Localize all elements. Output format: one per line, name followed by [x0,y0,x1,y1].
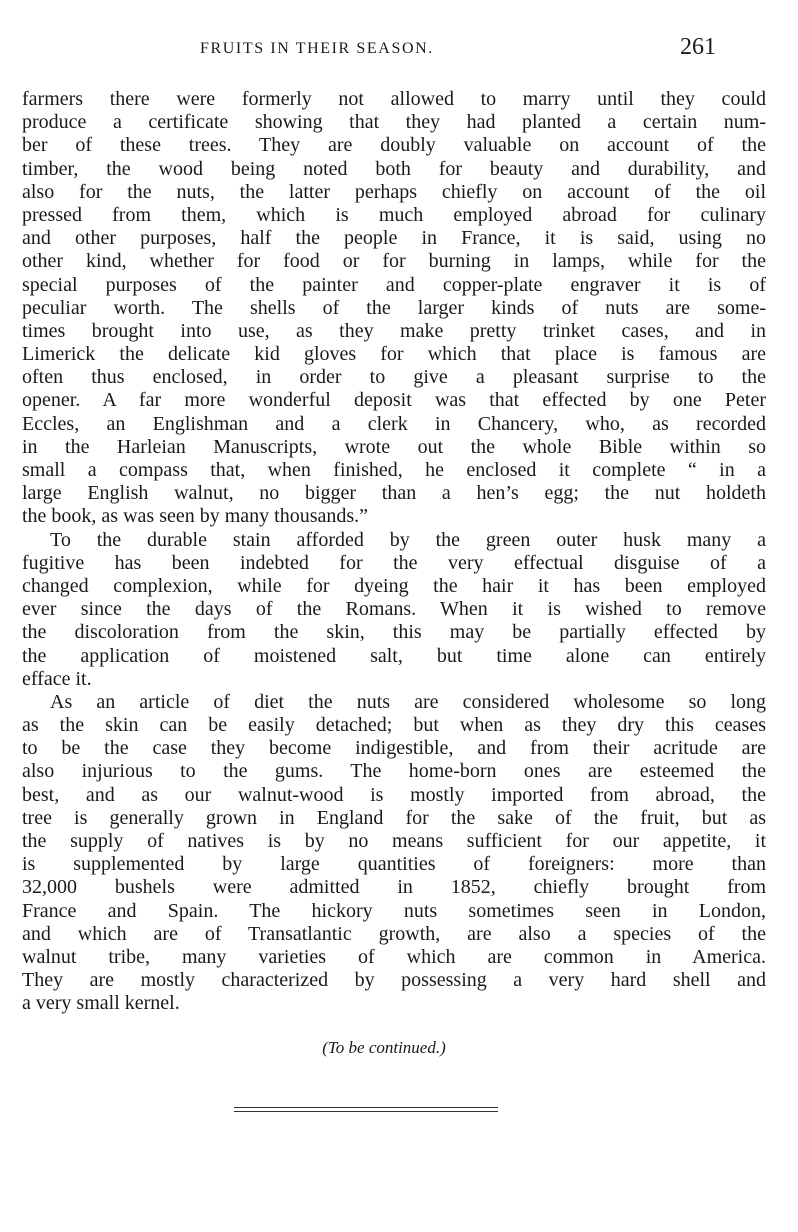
text-line: As an article of diet the nuts are considered wholesome so long [50,690,766,713]
text-line: best, and as our walnut-wood is mostly imported from abroad, the [22,783,766,806]
text-line: peculiar worth. The shells of the larger kinds of nuts are some- [22,296,766,319]
text-line: opener. A far more wonderful deposit was that effected by one Peter [22,389,766,412]
text-line: timber, the wood being noted both for beauty and durability, and [22,157,766,180]
text-line: in the Harleian Manuscripts, wrote out the whole Bible within so [22,435,766,458]
text-line: ever since the days of the Romans. When it is wished to remove [22,598,766,621]
text-line: also injurious to the gums. The home-born ones are esteemed the [22,760,766,783]
page-number: 261 [680,34,716,60]
text-line: efface it. [22,667,92,690]
text-line: France and Spain. The hickory nuts sometimes seen in London, [22,899,766,922]
text-line: to be the case they become indigestible, and from their acritude are [22,737,766,760]
text-line: the discoloration from the skin, this may be partially effected by [22,621,766,644]
text-line: small a compass that, when finished, he enclosed it complete “ in a [22,459,766,481]
text-line: the supply of natives is by no means sufficient for our appetite, it [22,830,766,852]
text-line: the book, as was seen by many thousands.” [22,505,369,528]
text-line: walnut tribe, many varieties of which are common in America. [22,945,766,968]
running-title: FRUITS IN THEIR SEASON. [200,40,434,57]
text-line: and which are of Transatlantic growth, are also a species of the [22,922,766,945]
text-line: as the skin can be easily detached; but when as they dry this ceases [22,714,766,737]
text-line: Eccles, an Englishman and a clerk in Chancery, who, as recorded [22,412,766,435]
text-line: pressed from them, which is much employed abroad for culinary [22,203,766,226]
text-line: is supplemented by large quantities of foreigners: more than [22,853,766,876]
text-line: tree is generally grown in England for the sake of the fruit, but as [22,806,766,829]
text-line: fugitive has been indebted for the very effectual disguise of a [22,551,766,574]
text-line: times brought into use, as they make pretty trinket cases, and in [22,319,766,342]
text-line: 32,000 bushels were admitted in 1852, chiefly brought from [22,876,766,899]
text-line: changed complexion, while for dyeing the hair it has been employed [22,574,766,597]
text-line: often thus enclosed, in order to give a pleasant surprise to the [22,366,766,389]
text-line: special purposes of the painter and copper-plate engraver it is of [22,273,766,296]
text-line: a very small kernel. [22,992,180,1015]
body-text [22,88,766,1016]
text-line: the application of moistened salt, but time alone can entirely [22,644,766,667]
text-line: other kind, whether for food or for burning in lamps, while for the [22,250,766,273]
closing-rule-top [234,1107,498,1108]
text-line: ber of these trees. They are doubly valuable on account of the [22,134,766,157]
to-be-continued-note: (To be continued.) [322,1038,446,1057]
text-line: farmers there were formerly not allowed to marry until they could [22,88,766,110]
closing-rule-bottom [234,1111,498,1112]
text-line: produce a certificate showing that they had planted a certain num- [22,111,766,134]
text-line: also for the nuts, the latter perhaps chiefly on account of the oil [22,180,766,203]
text-line: To the durable stain afforded by the green outer husk many a [50,528,766,551]
text-line: Limerick the delicate kid gloves for which that place is famous are [22,343,766,366]
text-line: They are mostly characterized by possessing a very hard shell and [22,969,766,992]
text-line: large English walnut, no bigger than a hen’s egg; the nut holdeth [22,482,766,505]
text-line: and other purposes, half the people in France, it is said, using no [22,227,766,250]
